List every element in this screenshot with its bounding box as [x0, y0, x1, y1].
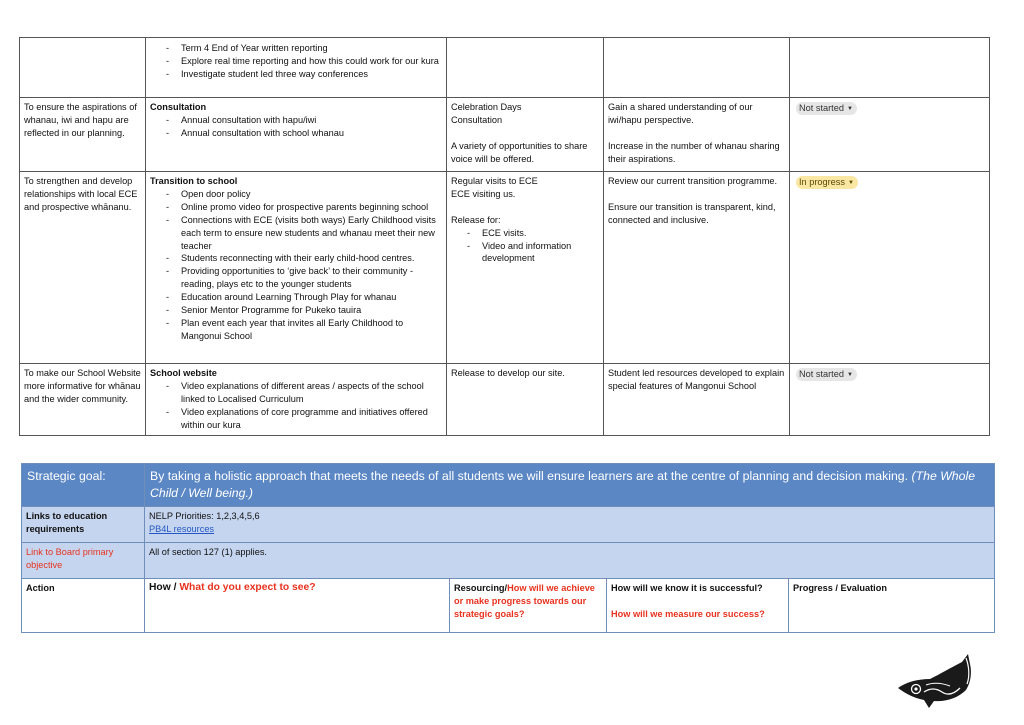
plan-table [19, 37, 990, 436]
board-row [22, 543, 995, 579]
links-row [22, 507, 995, 543]
list-item: - Video explanations of core programme and initiatives offered within our kura [181, 406, 442, 432]
status-label: Not started [799, 369, 844, 379]
how-title: Transition to school [150, 176, 238, 186]
strategic-goal-row [22, 464, 995, 507]
list-item: - Annual consultation with hapu/iwi [181, 114, 442, 127]
status-dropdown[interactable] [796, 368, 857, 381]
table-row [20, 364, 990, 436]
list-item: - Open door policy [181, 188, 442, 201]
how-cell [146, 364, 447, 436]
list-item: - Annual consultation with school whanau [181, 127, 442, 140]
header-resourcing: Resourcing/How will we achieve or make progress towards our strategic goals? [450, 579, 607, 633]
header-progress: Progress / Evaluation [789, 579, 995, 633]
header-how: How / What do you expect to see? [145, 579, 450, 633]
list-item: - Investigate student led three way conferences [181, 68, 442, 81]
success-line: Student led resources developed to explain special features of Mangonui School [608, 368, 785, 391]
how-cell [146, 38, 447, 98]
list-item: - Plan event each year that invites all Early Childhood to Mangonui School [181, 317, 442, 343]
success-line: Increase in the number of whanau sharing their aspirations. [608, 140, 780, 164]
resourcing-line: A variety of opportunities to share voice will be offered. [451, 140, 588, 164]
goal-italic: (The Whole Child / Well being.) [150, 469, 976, 500]
chevron-down-icon: ▼ [846, 371, 853, 378]
resourcing-cell [447, 172, 604, 364]
success-line: Review our current transition programme. [608, 176, 778, 186]
resourcing-line: Celebration Days [451, 102, 522, 112]
list-item: - Explore real time reporting and how this could work for our kura [181, 55, 442, 68]
progress-cell [790, 364, 990, 436]
status-label: In progress [799, 177, 845, 187]
how-title: School website [150, 368, 217, 378]
how-title: Consultation [150, 102, 207, 112]
nelp-priorities: NELP Priorities: 1,2,3,4,5,6 [149, 511, 260, 521]
resourcing-line: Release to develop our site. [451, 368, 565, 378]
table-row [20, 38, 990, 98]
list-item: - Providing opportunities to ‘give back’ to their community - reading, plays etc to the younger students [181, 265, 442, 291]
resourcing-line: ECE visiting us. [451, 188, 516, 199]
chevron-down-icon: ▼ [847, 179, 854, 186]
board-text: All of section 127 (1) applies. [145, 543, 995, 579]
success-cell [604, 364, 790, 436]
list-item: - Online promo video for prospective parents beginning school [181, 201, 442, 214]
action-cell: To strengthen and develop relationships with local ECE and prospective whānanu. [20, 172, 146, 364]
resourcing-cell [447, 98, 604, 172]
resourcing-cell [447, 364, 604, 436]
how-cell [146, 172, 447, 364]
table-row [20, 98, 990, 172]
list-item: - Students reconnecting with their early child-hood centres. [181, 252, 442, 265]
list-item: - Education around Learning Through Play for whanau [181, 291, 442, 304]
list-item: - Video and information development [482, 240, 599, 266]
success-line: Ensure our transition is transparent, kind, connected and inclusive. [608, 201, 776, 225]
status-label: Not started [799, 103, 844, 113]
list-item: - Connections with ECE (visits both ways) Early Childhood visits each term to ensure new students and whanau meet their new teacher [181, 214, 442, 253]
chevron-down-icon: ▼ [846, 105, 853, 112]
resourcing-cell [447, 38, 604, 98]
progress-cell [790, 38, 990, 98]
links-label: Links to education requirements [22, 507, 145, 543]
resourcing-line: Regular visits to ECE [451, 176, 538, 186]
success-line: Gain a shared understanding of our iwi/hapu perspective. [608, 102, 753, 125]
status-dropdown[interactable] [796, 102, 857, 115]
success-cell [604, 98, 790, 172]
strategic-goal-table [21, 463, 995, 633]
resourcing-line: Release for: [451, 214, 501, 225]
list-item: - Video explanations of different areas / aspects of the school linked to Localised Curriculum [181, 380, 442, 406]
header-row [22, 579, 995, 633]
board-label: Link to Board primary objective [22, 543, 145, 579]
how-cell [146, 98, 447, 172]
list-item: - ECE visits. [482, 227, 599, 240]
list-item: - Senior Mentor Programme for Pukeko tauira [181, 304, 442, 317]
goal-text: By taking a holistic approach that meets the needs of all students we will ensure learners are at the centre of planning and decision making. (The Whole Child / Well being.) [145, 464, 995, 507]
progress-cell [790, 98, 990, 172]
action-cell: To ensure the aspirations of whanau, iwi and hapu are reflected in our planning. [20, 98, 146, 172]
action-cell: To make our School Website more informative for whānau and the wider community. [20, 364, 146, 436]
pb4l-link[interactable]: PB4L resources [149, 523, 215, 534]
table-row [20, 172, 990, 364]
status-dropdown[interactable] [796, 176, 858, 189]
resourcing-line: Consultation [451, 114, 503, 125]
header-success: How will we know it is successful? How will we measure our success? [607, 579, 789, 633]
success-cell [604, 38, 790, 98]
progress-cell [790, 172, 990, 364]
goal-label: Strategic goal: [22, 464, 145, 507]
header-action: Action [22, 579, 145, 633]
links-cell [145, 507, 995, 543]
shark-icon [896, 652, 976, 710]
action-cell [20, 38, 146, 98]
success-cell [604, 172, 790, 364]
list-item: - Term 4 End of Year written reporting [181, 42, 442, 55]
